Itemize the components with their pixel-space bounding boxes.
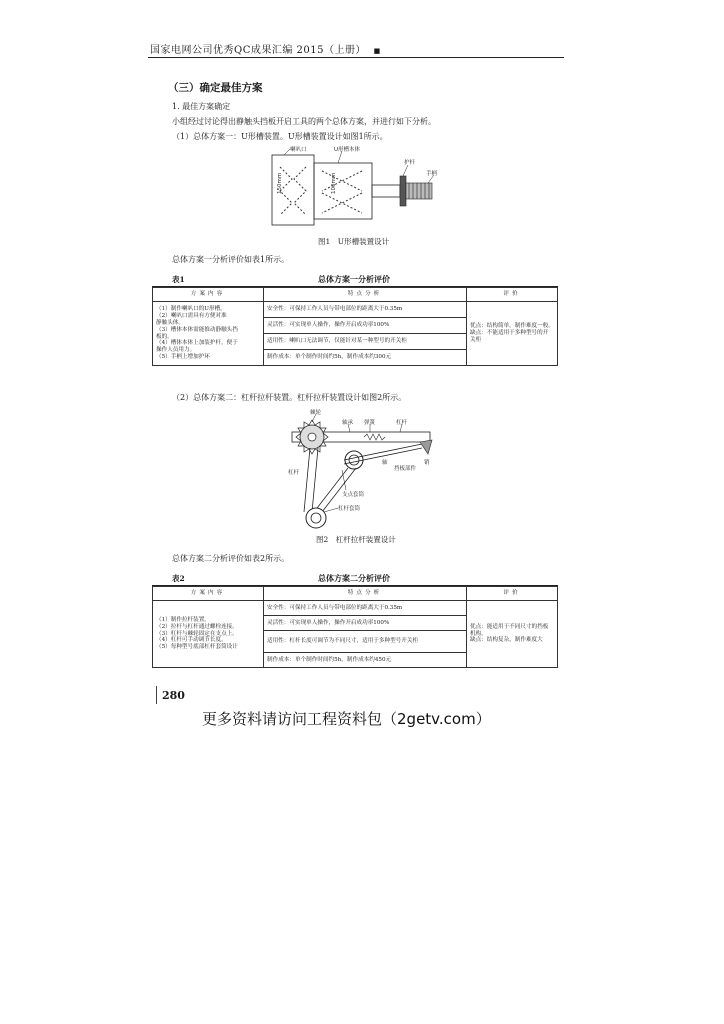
table1-content-line: （3）槽体本体需能推动静触头挡 bbox=[156, 326, 238, 333]
fig1-label-rod: 护杆 bbox=[404, 160, 416, 166]
table1-evaluation-cell bbox=[467, 302, 558, 366]
header-rule bbox=[148, 57, 564, 58]
fig2-label-rod: 杠杆 bbox=[288, 470, 300, 476]
fig1-label-height: 150mm bbox=[277, 172, 283, 194]
table2-reference: 总体方案二分析评价如表2所示。 bbox=[172, 554, 290, 563]
table2-analysis-flexibility: 灵活性：可实现单人操作，操作开启成功率100% bbox=[264, 616, 467, 631]
table1-analysis-safety: 安全性：可保持工作人员与带电部位的距离大于0.35m bbox=[264, 302, 467, 318]
fig2-label-shaft: 轴 bbox=[382, 460, 388, 466]
fig1-label-handle: 手柄 bbox=[426, 171, 438, 177]
fig2-label-pivot: 支点套筒 bbox=[342, 492, 365, 498]
table1-content-line: 静触头体。 bbox=[156, 319, 184, 326]
table1-title: 总体方案一分析评价 bbox=[318, 274, 390, 284]
plan2-line: （2）总体方案二：杠杆拉杆装置。杠杆拉杆装置设计如图2所示。 bbox=[172, 393, 407, 402]
running-header bbox=[150, 41, 381, 56]
fig2-label-gear: 棘轮 bbox=[310, 410, 322, 416]
fig2-label-pin: 销 bbox=[424, 460, 430, 466]
table2-analysis-applicability: 适用性：杠杆长度可调节为不同尺寸，适用于多种型号开关柜 bbox=[264, 631, 467, 653]
table2-eval-line: 机构。 bbox=[470, 630, 487, 637]
page-number-rule bbox=[156, 686, 157, 704]
table2-eval-line: 缺点：结构复杂，制作难度大 bbox=[470, 637, 543, 644]
table1-content-cell bbox=[153, 302, 264, 366]
table1-header-content: 方案内容 bbox=[153, 288, 264, 302]
table1-analysis-applicability: 适用性：喇叭口无法调节，仅能针对某一种型号的开关柜 bbox=[264, 334, 467, 350]
header-bullet: ■ bbox=[373, 47, 381, 55]
figure-2-lever-diagram bbox=[282, 408, 442, 532]
table2-header-evaluation: 评价 bbox=[467, 587, 558, 601]
table2-evaluation-cell bbox=[467, 601, 558, 668]
plan1-line: （1）总体方案一：U形槽装置。U形槽装置设计如图1所示。 bbox=[172, 132, 388, 141]
intro-paragraph: 小组经过讨论得出静触头挡板开启工具的两个总体方案，并进行如下分析。 bbox=[172, 117, 436, 126]
page-number: 280 bbox=[162, 689, 185, 702]
table2-content-cell bbox=[153, 601, 264, 668]
fig2-label-hook: 挡板部件 bbox=[394, 466, 417, 472]
table2-content-line: （4）杠杆可手动调节长度。 bbox=[156, 637, 227, 644]
table1-content-line: （2）喇叭口需具有方便对准 bbox=[156, 312, 227, 319]
fig1-label-slot: 喇叭口 bbox=[290, 147, 307, 153]
table2-eval-line: 优点：能适用于不同尺寸的挡板 bbox=[470, 623, 549, 630]
fig2-label-spring: 弹簧 bbox=[364, 420, 376, 426]
fig1-label-body: U形槽本体 bbox=[334, 147, 361, 153]
section-heading: （三）确定最佳方案 bbox=[168, 82, 263, 94]
table2-content-line: （3）杠杆与棘轮固定在支点上。 bbox=[156, 630, 238, 637]
table1-content-line: （1）制作喇叭口的U形槽。 bbox=[156, 305, 226, 312]
table1-content-line: 操作人员用力。 bbox=[156, 347, 196, 354]
table1-reference: 总体方案一分析评价如表1所示。 bbox=[172, 255, 290, 264]
table1-eval-line: 关柜 bbox=[470, 336, 482, 343]
table2-content-line: （2）拉杆与杠杆通过螺栓连接。 bbox=[156, 623, 238, 630]
table1-eval-line: 缺点：不能适用于多种型号的开 bbox=[470, 330, 549, 336]
table1-analysis-cost: 制作成本：单个制作时间约5h，制作成本约300元 bbox=[264, 350, 467, 366]
table1-header-evaluation: 评价 bbox=[467, 288, 558, 302]
table2-analysis-safety: 安全性：可保持工作人员与带电部位的距离大于0.35m bbox=[264, 601, 467, 616]
table2-header-analysis: 特点分析 bbox=[264, 587, 467, 601]
table1-analysis-flexibility: 灵活性：可实现单人操作，操作开启成功率100% bbox=[264, 318, 467, 334]
table2-content-line: （5）每种型号底部杠杆套筒设计 bbox=[156, 644, 238, 651]
table-2 bbox=[152, 586, 558, 668]
table2-title: 总体方案二分析评价 bbox=[318, 573, 390, 583]
table2-analysis-cost: 制作成本：单个制作时间约5h，制作成本约450元 bbox=[264, 653, 467, 668]
table1-header-analysis: 特点分析 bbox=[264, 288, 467, 302]
subsection-heading: 1. 最佳方案确定 bbox=[172, 102, 231, 111]
table2-header-content: 方案内容 bbox=[153, 587, 264, 601]
fig1-label-inner: 100mm bbox=[331, 172, 337, 194]
table2-content-line: （1）制作拉杆装置。 bbox=[156, 616, 210, 623]
footer-note: 更多资料请访问工程资料包（2getv.com） bbox=[202, 710, 491, 728]
fig2-label-lever: 杠杆 bbox=[396, 420, 408, 426]
figure-2-caption: 图2 杠杆拉杆装置设计 bbox=[316, 535, 396, 544]
table-1 bbox=[152, 287, 558, 366]
table1-content-line: （4）槽体本体上加装护杆，便于 bbox=[156, 340, 238, 347]
table1-eval-line: 优点：结构简单，制作难度一般。 bbox=[470, 323, 554, 330]
fig2-label-axle: 轴承 bbox=[342, 420, 354, 426]
figure-1-u-slot-diagram bbox=[258, 145, 458, 233]
table1-content-line: 板的。 bbox=[156, 333, 173, 340]
table1-content-line: （5）手柄上增加护环 bbox=[156, 354, 210, 361]
running-title: 国家电网公司优秀QC成果汇编 2015（上册） bbox=[150, 45, 366, 56]
table1-number: 表1 bbox=[172, 275, 185, 284]
fig2-label-bottom: 杠杆套筒 bbox=[338, 506, 361, 512]
table2-number: 表2 bbox=[172, 574, 185, 583]
figure-1-caption: 图1 U形槽装置设计 bbox=[318, 237, 390, 246]
